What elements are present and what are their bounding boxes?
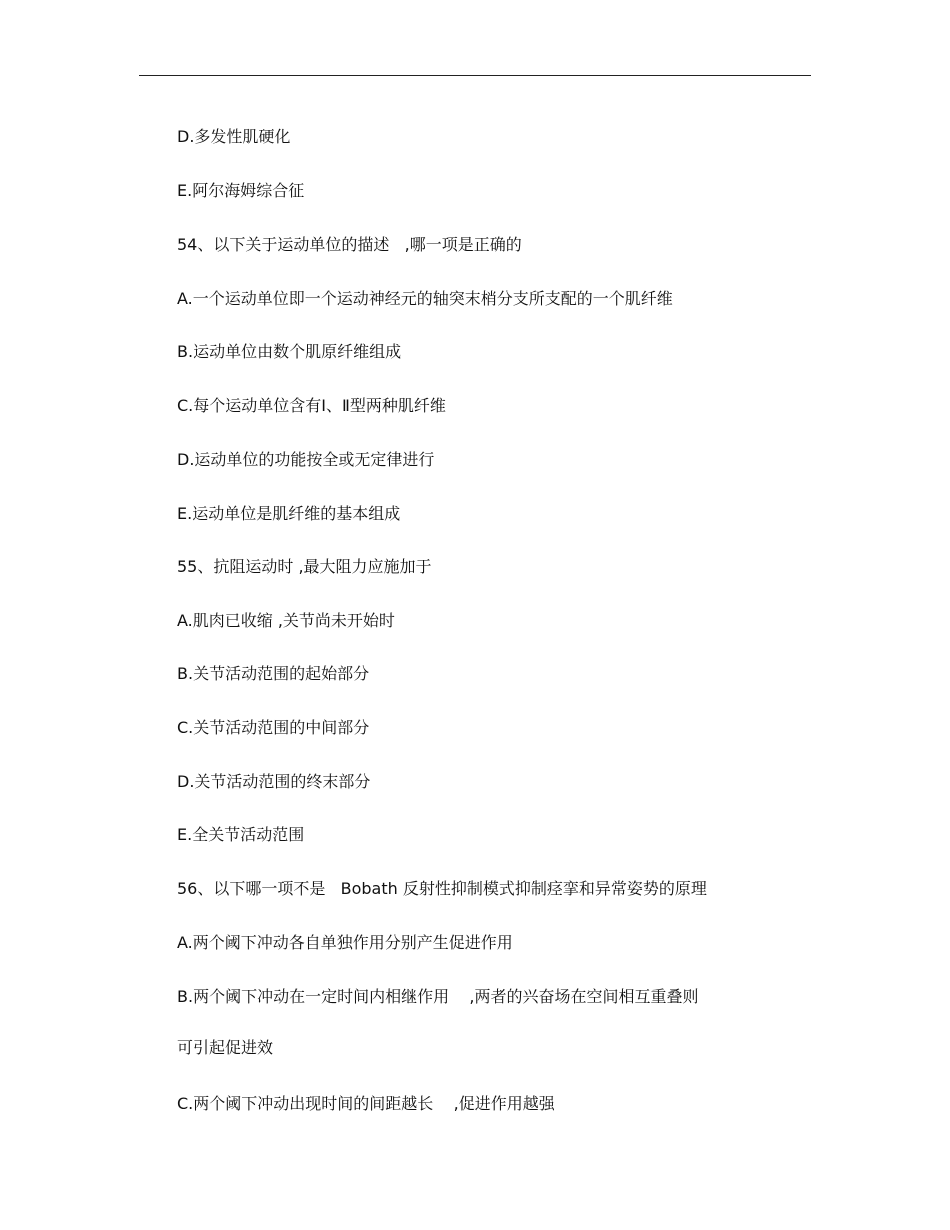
option-b-q54: B.运动单位由数个肌原纤维组成 (177, 342, 402, 361)
option-b-q55: B.关节活动范围的起始部分 (177, 664, 370, 683)
question-56: 56、以下哪一项不是 Bobath 反射性抑制模式抑制痉挛和异常姿势的原理 (177, 879, 707, 898)
option-a-q54: A.一个运动单位即一个运动神经元的轴突末梢分支所支配的一个肌纤维 (177, 289, 673, 308)
option-d-q53: D.多发性肌硬化 (177, 127, 291, 146)
option-d-q54: D.运动单位的功能按全或无定律进行 (177, 450, 435, 469)
option-c-q54: C.每个运动单位含有Ⅰ、Ⅱ型两种肌纤维 (177, 396, 446, 415)
option-e-q53: E.阿尔海姆综合征 (177, 181, 305, 200)
option-c-q56: C.两个阈下冲动出现时间的间距越长 ,促进作用越强 (177, 1094, 555, 1113)
question-54: 54、以下关于运动单位的描述 ,哪一项是正确的 (177, 235, 522, 254)
option-b-q56-continued: 可引起促进效 (177, 1038, 274, 1057)
option-d-q55: D.关节活动范围的终末部分 (177, 772, 371, 791)
option-a-q55: A.肌肉已收缩 ,关节尚未开始时 (177, 611, 395, 630)
option-e-q54: E.运动单位是肌纤维的基本组成 (177, 504, 401, 523)
option-c-q55: C.关节活动范围的中间部分 (177, 718, 370, 737)
option-e-q55: E.全关节活动范围 (177, 825, 305, 844)
header-rule (139, 75, 811, 76)
question-55: 55、抗阻运动时 ,最大阻力应施加于 (177, 557, 432, 576)
option-a-q56: A.两个阈下冲动各自单独作用分别产生促进作用 (177, 933, 513, 952)
option-b-q56: B.两个阈下冲动在一定时间内相继作用 ,两者的兴奋场在空间相互重叠则 (177, 987, 699, 1006)
